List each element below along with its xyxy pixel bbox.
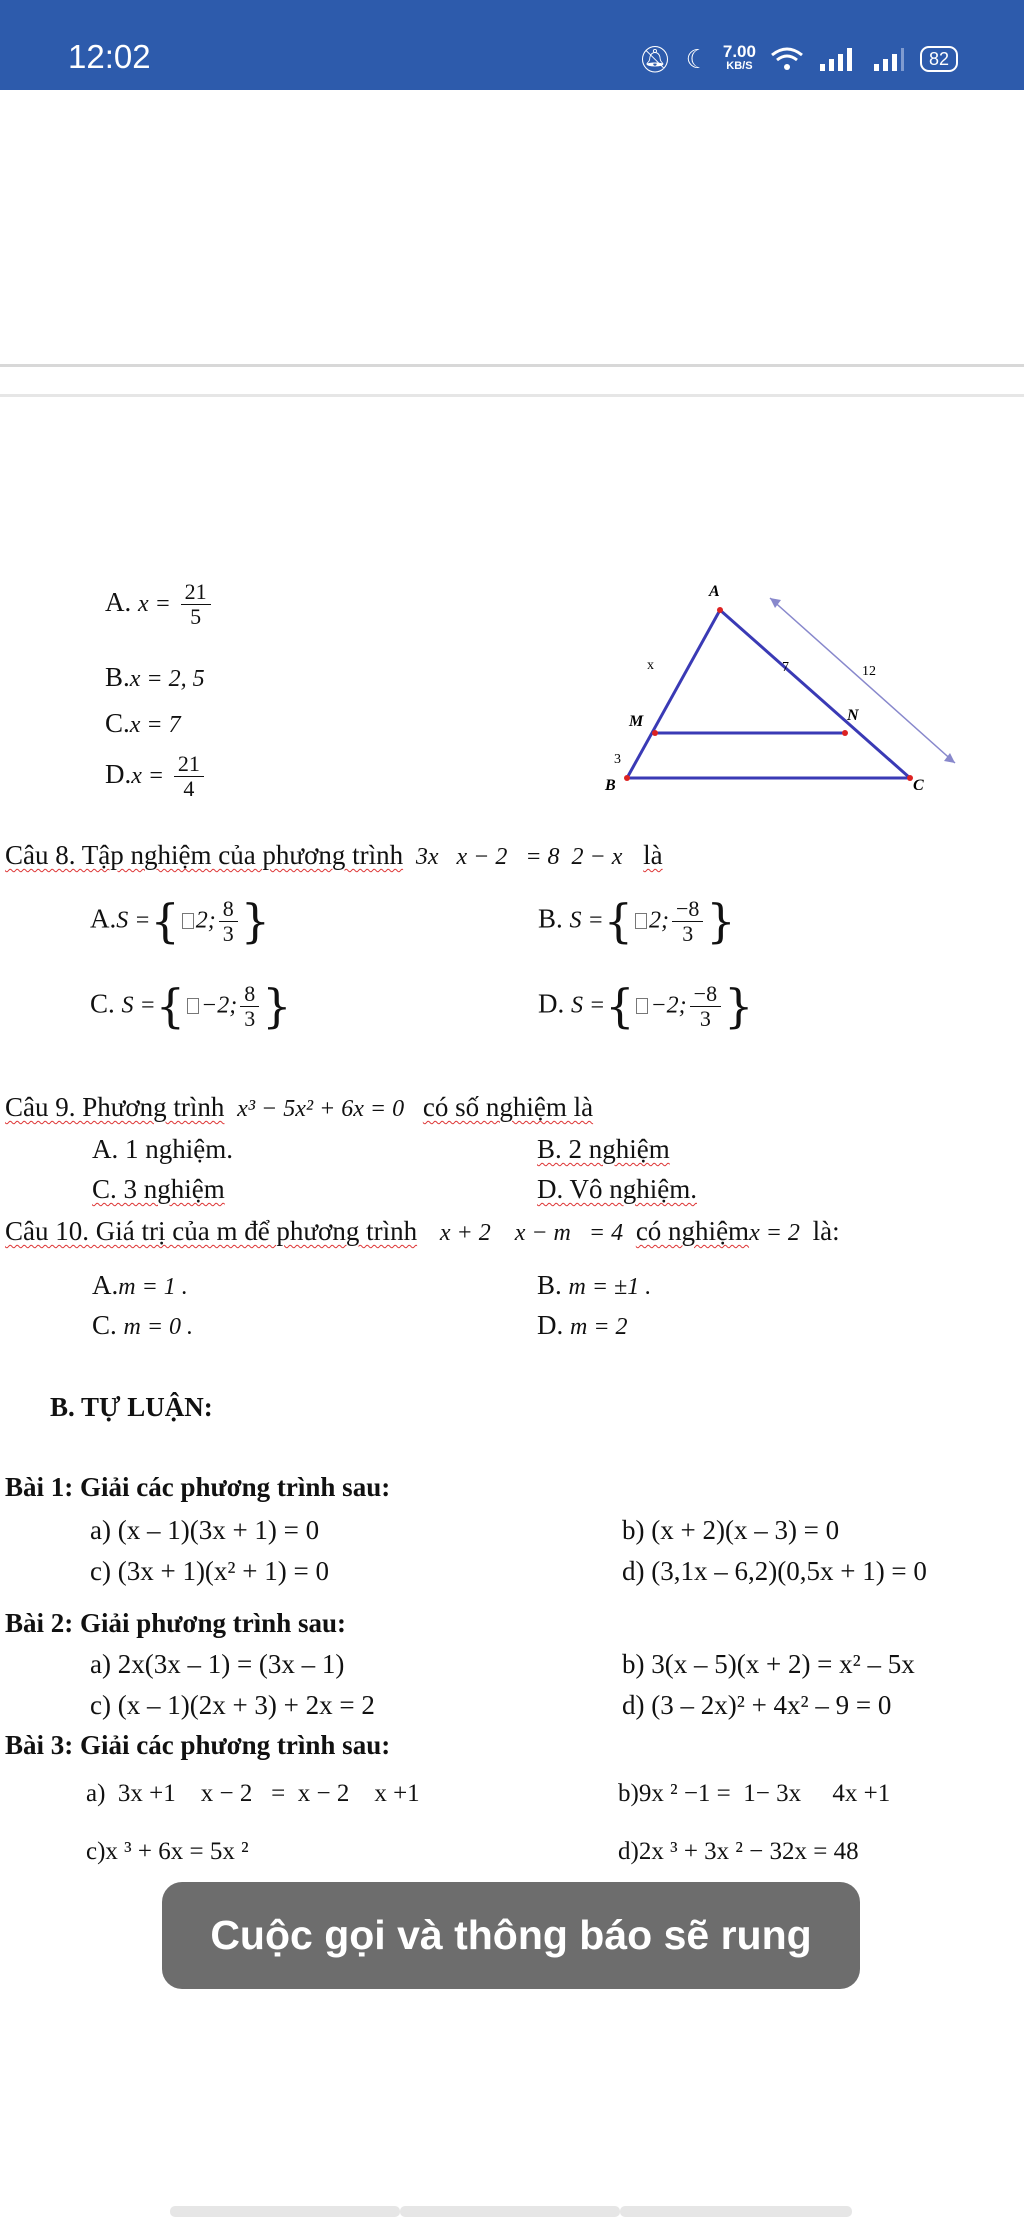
q9-option-c[interactable]: C. 3 nghiệm <box>92 1174 225 1204</box>
q9-question: Câu 9. Phương trình x³ − 5x² + 6x = 0 có số nghiệm là <box>5 1092 594 1122</box>
q10-question: Câu 10. Giá trị của m để phương trình x + 2 x − m = 4 có nghiệmx = 2 là: <box>5 1216 840 1246</box>
q9-option-a[interactable]: A. 1 nghiệm. <box>92 1134 233 1164</box>
side-ab <box>627 610 720 778</box>
bai2-item-c: c) (x – 1)(2x + 3) + 2x = 2 <box>90 1690 375 1720</box>
bai1-item-d: d) (3,1x – 6,2)(0,5x + 1) = 0 <box>622 1556 927 1586</box>
label-n: N <box>847 707 859 724</box>
label-12: 12 <box>862 664 876 679</box>
mute-icon: 🔕︎ <box>638 44 672 74</box>
q8-option-a[interactable]: A.S ={ 2; $\frac{8}{3}$ } <box>90 894 271 948</box>
bai3-item-d: d)2x ³ + 3x ² − 32x = 48 <box>618 1838 859 1865</box>
q7-option-c[interactable]: C.x = 7 <box>105 708 181 738</box>
q10-option-b[interactable]: B. m = ±1 . <box>537 1270 652 1300</box>
side-ac <box>720 610 910 778</box>
section-heading: B. TỰ LUẬN: <box>50 1392 213 1422</box>
q7-option-b[interactable]: B.x = 2, 5 <box>105 662 205 692</box>
bai1-item-c: c) (3x + 1)(x² + 1) = 0 <box>90 1556 329 1586</box>
wifi-icon <box>770 46 804 72</box>
bai3-title: Bài 3: Giải các phương trình sau: <box>5 1730 391 1760</box>
bai3-item-a: a) 3x +1 x − 2 = x − 2 x +1 <box>86 1780 420 1807</box>
q8-question: Câu 8. Tập nghiệm của phương trình 3x x − 2 = 8 2 − x là <box>5 840 663 870</box>
fraction: $\frac{21}{5}$ <box>181 580 211 629</box>
q10-option-a[interactable]: A.m = 1 . <box>92 1270 188 1300</box>
bai3-item-b: b)9x ² −1 = 1− 3x 4x +1 <box>618 1780 891 1807</box>
bai1-item-b: b) (x + 2)(x – 3) = 0 <box>622 1515 840 1545</box>
bai2-item-d: d) (3 – 2x)² + 4x² – 9 = 0 <box>622 1690 892 1720</box>
top-divider-2 <box>0 394 1024 397</box>
label-c: C <box>913 777 924 794</box>
q8-option-d[interactable]: D. S ={ −2; $\frac{-8}{3}$ } <box>538 979 754 1033</box>
moon-icon: ☾ <box>685 44 709 74</box>
network-speed: 7.00 KB/S <box>722 42 756 72</box>
status-icons <box>639 44 958 74</box>
signal-icon <box>818 46 858 72</box>
label-3: 3 <box>614 752 621 767</box>
point-b <box>624 775 630 781</box>
label-a: A <box>709 583 720 600</box>
nav-hint-mid <box>400 2206 620 2217</box>
battery-indicator: 82 <box>920 46 958 72</box>
q10-option-d[interactable]: D. m = 2 <box>537 1310 628 1340</box>
fraction: $\frac{21}{4}$ <box>174 752 204 801</box>
signal-2-icon <box>872 46 906 72</box>
nav-hint-right <box>620 2206 852 2217</box>
point-a <box>717 607 723 613</box>
q7-option-d[interactable]: D.x = $\frac{21}{4}$ <box>105 752 207 801</box>
point-n <box>842 730 848 736</box>
triangle-figure <box>595 578 975 794</box>
q9-option-b[interactable]: B. 2 nghiệm <box>537 1134 670 1164</box>
bai1-title: Bài 1: Giải các phương trình sau: <box>5 1472 391 1502</box>
top-divider <box>0 364 1024 367</box>
point-m <box>652 730 658 736</box>
status-bar <box>0 0 1024 90</box>
bai3-item-c: c)x ³ + 6x = 5x ² <box>86 1838 249 1865</box>
label-m: M <box>629 713 644 730</box>
q9-option-d[interactable]: D. Vô nghiệm. <box>537 1174 697 1204</box>
q10-option-c[interactable]: C. m = 0 . <box>92 1310 194 1340</box>
q8-option-c[interactable]: C. S ={ −2; $\frac{8}{3}$ } <box>90 979 292 1033</box>
q8-option-b[interactable]: B. S ={ 2; $\frac{-8}{3}$ } <box>538 894 736 948</box>
nav-hint-left <box>170 2206 400 2217</box>
label-b: B <box>605 777 616 794</box>
bai2-item-b: b) 3(x – 5)(x + 2) = x² – 5x <box>622 1649 915 1679</box>
label-x: x <box>647 658 654 673</box>
bai2-title: Bài 2: Giải phương trình sau: <box>5 1608 346 1638</box>
bai1-item-a: a) (x – 1)(3x + 1) = 0 <box>90 1515 320 1545</box>
clock: 12:02 <box>68 38 151 75</box>
bai2-item-a: a) 2x(3x – 1) = (3x – 1) <box>90 1649 345 1679</box>
vibrate-toast: Cuộc gọi và thông báo sẽ rung <box>162 1882 860 1989</box>
q7-option-a[interactable]: A. x = $\frac{21}{5}$ <box>105 580 214 629</box>
label-7: 7 <box>782 660 789 675</box>
